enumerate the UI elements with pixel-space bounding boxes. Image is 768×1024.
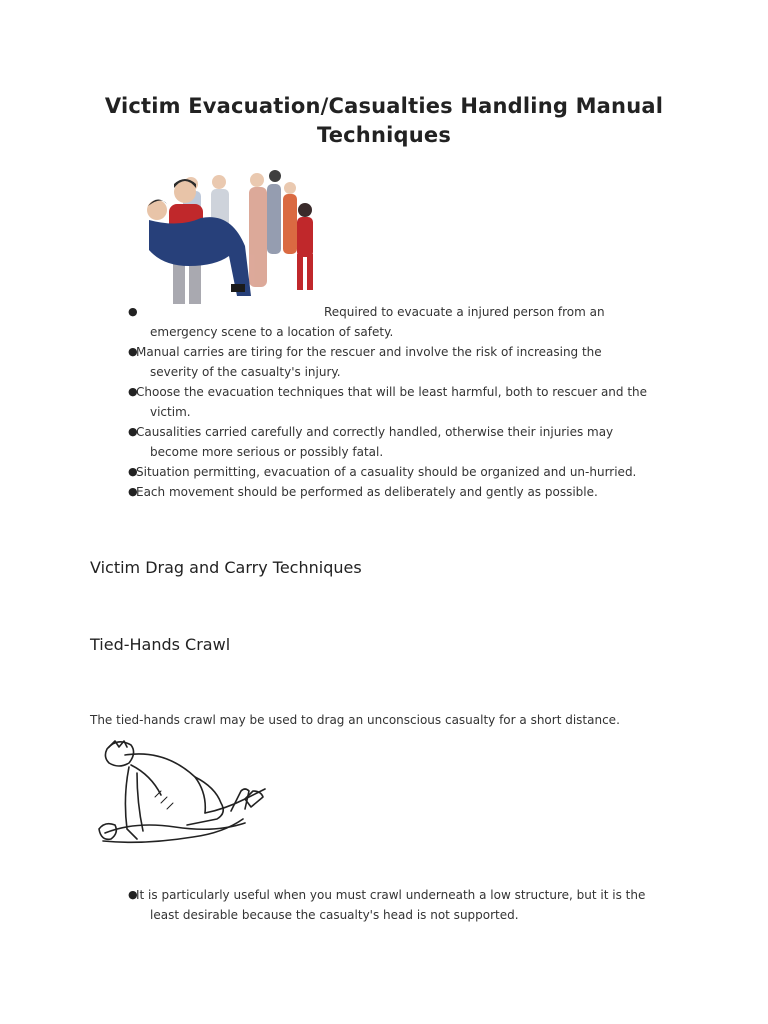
- section-heading-tied-hands-crawl: Tied-Hands Crawl: [90, 635, 231, 654]
- list-item: [128, 482, 688, 502]
- bullet-icon: ●: [128, 888, 138, 901]
- bullet-line1: Manual carries are tiring for the rescuer and involve the risk of increasing the: [136, 345, 602, 359]
- list-item: [128, 382, 688, 422]
- bullet-icon: ●: [128, 485, 138, 498]
- list-item: [128, 462, 688, 482]
- bullet-icon: ●: [128, 345, 138, 358]
- bullet-line2: severity of the casualty's injury.: [150, 365, 341, 379]
- bullet-icon: ●: [128, 465, 138, 478]
- bullet-icon: ●: [128, 305, 138, 318]
- bullet-line2: victim.: [150, 405, 191, 419]
- bullet-line2: emergency scene to a location of safety.: [150, 325, 394, 339]
- intro-bullet-list: [128, 302, 688, 502]
- bullet-line1: Required to evacuate a injured person from an: [324, 305, 605, 319]
- bullet-line1: Choose the evacuation techniques that will be least harmful, both to rescuer and the: [136, 385, 648, 399]
- section-heading-drag-carry: Victim Drag and Carry Techniques: [90, 558, 362, 577]
- list-item: [128, 302, 688, 342]
- list-item: [128, 342, 688, 382]
- crawl-bullet-list: [128, 885, 688, 925]
- bullet-line2: become more serious or possibly fatal.: [150, 445, 384, 459]
- red-figure: [297, 203, 313, 290]
- bullet-line2: least desirable because the casualty's head is not supported.: [150, 908, 519, 922]
- bullet-line1: It is particularly useful when you must crawl underneath a low structure, but it is the: [136, 888, 646, 902]
- crawl-description: The tied-hands crawl may be used to drag an unconscious casualty for a short distance.: [90, 713, 620, 727]
- tied-hands-crawl-illustration: [95, 737, 275, 859]
- bullet-line1: Situation permitting, evacuation of a casuality should be organized and un-hurried.: [136, 465, 637, 479]
- rescue-carry-illustration: [135, 166, 323, 312]
- bullet-icon: ●: [128, 385, 138, 398]
- bullet-line1: Each movement should be performed as deliberately and gently as possible.: [136, 485, 598, 499]
- bullet-line1: Causalities carried carefully and correctly handled, otherwise their injuries may: [136, 425, 614, 439]
- bullet-icon: ●: [128, 425, 138, 438]
- page-title: Victim Evacuation/Casualties Handling Manual Techniques: [104, 94, 664, 147]
- list-item: [128, 885, 688, 925]
- list-item: [128, 422, 688, 462]
